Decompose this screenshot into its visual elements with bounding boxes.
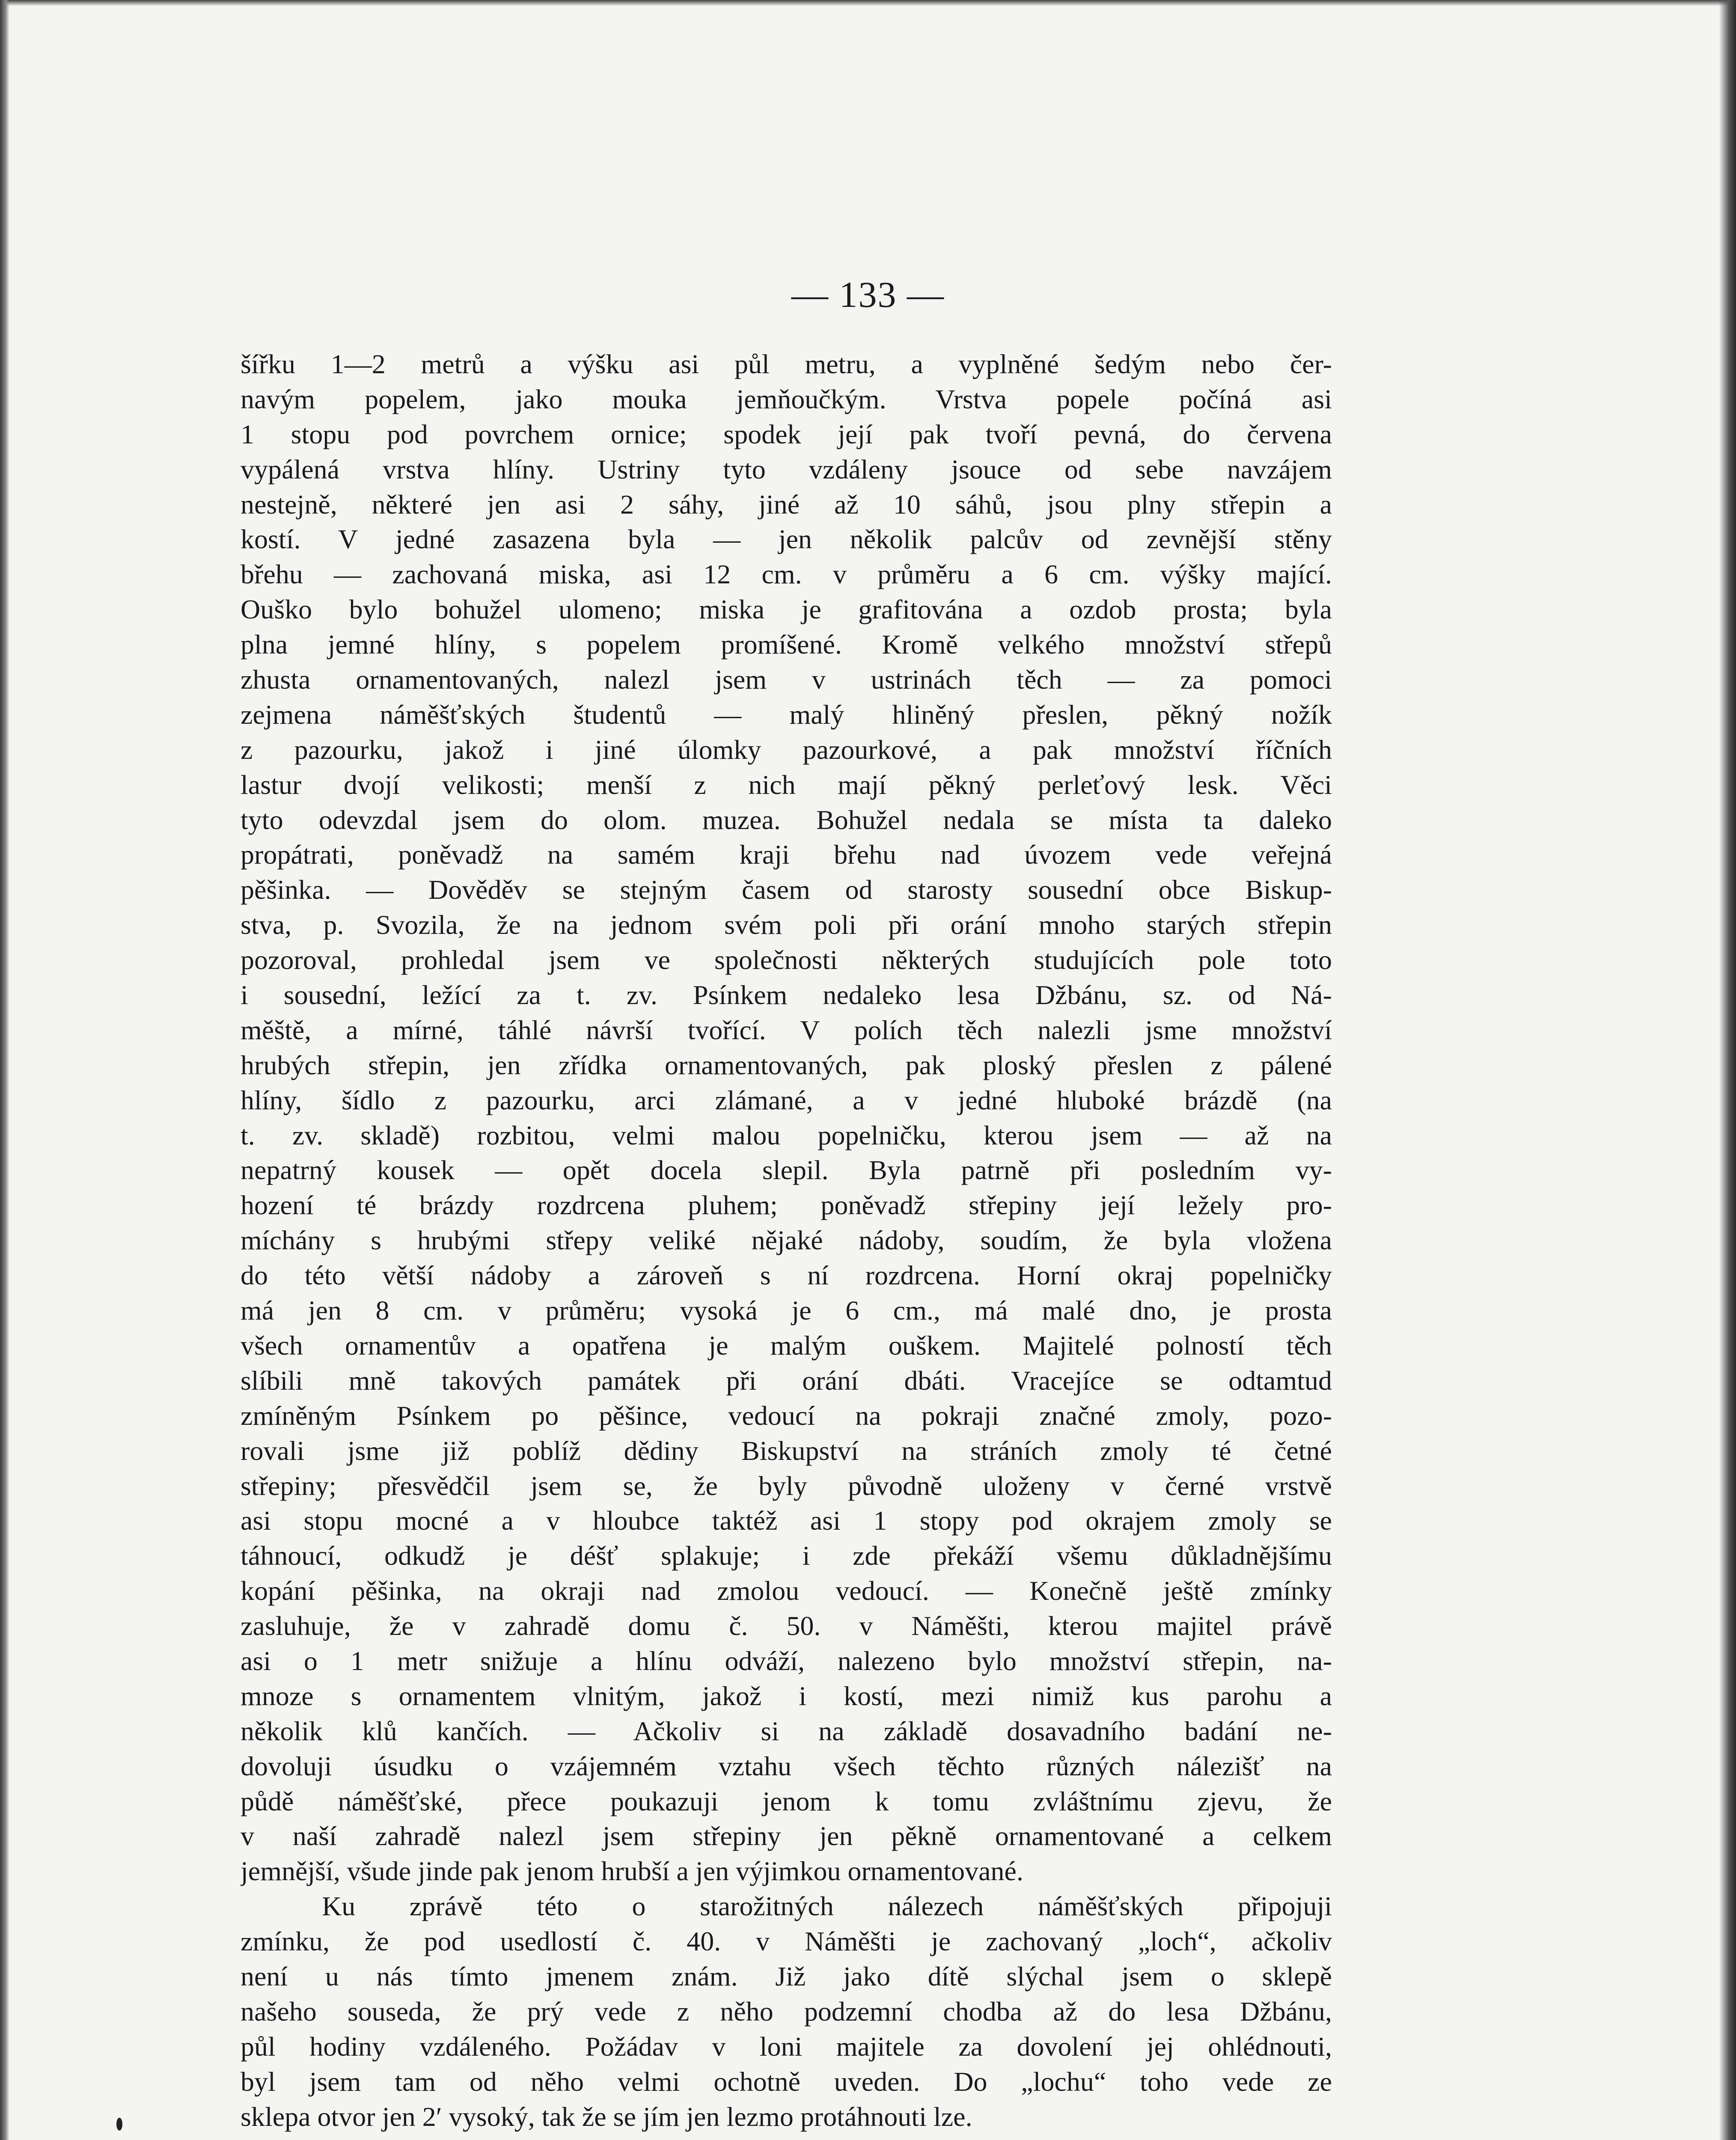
- text-line: břehu — zachovaná miska, asi 12 cm. v průměru a 6 cm. výšky mající.: [241, 559, 1332, 590]
- text-line: všech ornamentův a opatřena je malým ouškem. Majitelé polností těch: [241, 1330, 1332, 1361]
- scan-edge-top: [0, 0, 1736, 6]
- text-line: míchány s hrubými střepy veliké nějaké nádoby, soudím, že byla vložena: [241, 1225, 1332, 1256]
- text-line: mnoze s ornamentem vlnitým, jakož i kostí, mezi nimiž kus parohu a: [241, 1680, 1332, 1711]
- text-line: lastur dvojí velikosti; menší z nich mají pěkný perleťový lesk. Věci: [241, 769, 1332, 800]
- text-line: Ouško bylo bohužel ulomeno; miska je grafitována a ozdob prosta; byla: [241, 594, 1332, 625]
- text-line: dovoluji úsudku o vzájemném vztahu všech těchto různých nálezišť na: [241, 1751, 1332, 1781]
- text-line: zhusta ornamentovaných, nalezl jsem v ustrinách těch — za pomoci: [241, 664, 1332, 695]
- text-line: do této větší nádoby a zároveň s ní rozdrcena. Horní okraj popelničky: [241, 1260, 1332, 1291]
- text-line: táhnoucí, odkudž je déšť splakuje; i zde překáží všemu důkladnějšímu: [241, 1540, 1332, 1571]
- text-line: t. zv. skladě) rozbitou, velmi malou popelničku, kterou jsem — až na: [241, 1120, 1332, 1150]
- text-line: stva, p. Svozila, že na jednom svém poli při orání mnoho starých střepin: [241, 910, 1332, 940]
- text-line: nestejně, některé jen asi 2 sáhy, jiné až 10 sáhů, jsou plny střepin a: [241, 489, 1332, 520]
- text-line: nepatrný kousek — opět docela slepil. Byla patrně při posledním vy-: [241, 1155, 1332, 1186]
- text-line: hlíny, šídlo z pazourku, arci zlámané, a v jedné hluboké brázdě (na: [241, 1085, 1332, 1115]
- text-line: zmíněným Psínkem po pěšince, vedoucí na pokraji značné zmoly, pozo-: [241, 1400, 1332, 1431]
- text-line: zejmena náměšťských študentů — malý hliněný přeslen, pěkný nožík: [241, 699, 1332, 730]
- text-line: jemnější, všude jinde pak jenom hrubší a jen výjimkou ornamentované.: [241, 1856, 1023, 1887]
- text-line: několik klů kančích. — Ačkoliv si na základě dosavadního badání ne-: [241, 1715, 1332, 1746]
- text-line: rovali jsme již poblíž dědiny Biskupství na stráních zmoly té četné: [241, 1435, 1332, 1466]
- ink-speck: [116, 2118, 122, 2131]
- text-line: měště, a mírné, táhlé návrší tvořící. V polích těch nalezli jsme množství: [241, 1014, 1332, 1045]
- text-line: v naší zahradě nalezl jsem střepiny jen pěkně ornamentované a celkem: [241, 1821, 1332, 1852]
- text-line: má jen 8 cm. v průměru; vysoká je 6 cm., má malé dno, je prosta: [241, 1295, 1332, 1326]
- text-line: sklepa otvor jen 2′ vysoký, tak že se jím jen lezmo protáhnouti lze.: [241, 2101, 972, 2132]
- text-line: šířku 1—2 metrů a výšku asi půl metru, a vyplněné šedým nebo čer-: [241, 349, 1332, 379]
- text-line: z pazourku, jakož i jiné úlomky pazourkové, a pak množství říčních: [241, 734, 1332, 765]
- text-line: slíbili mně takových památek při orání dbáti. Vracejíce se odtamtud: [241, 1365, 1332, 1396]
- text-line: 1 stopu pod povrchem ornice; spodek její pak tvoří pevná, do červena: [241, 419, 1332, 449]
- text-line: byl jsem tam od něho velmi ochotně uveden. Do „lochu“ toho vede ze: [241, 2066, 1332, 2097]
- text-line: i sousední, ležící za t. zv. Psínkem nedaleko lesa Džbánu, sz. od Ná-: [241, 980, 1332, 1011]
- text-line: propátrati, poněvadž na samém kraji břehu nad úvozem vede veřejná: [241, 839, 1332, 870]
- text-line: střepiny; přesvědčil jsem se, že byly původně uloženy v černé vrstvě: [241, 1470, 1332, 1501]
- text-line: kostí. V jedné zasazena byla — jen několik palcův od zevnější stěny: [241, 524, 1332, 555]
- scan-edge-right: [1719, 0, 1736, 2140]
- text-line: hození té brázdy rozdrcena pluhem; poněvadž střepiny její ležely pro-: [241, 1190, 1332, 1221]
- text-line: Ku zprávě této o starožitných nálezech náměšťských připojuji: [322, 1891, 1332, 1922]
- page-number: — 133 —: [791, 274, 945, 315]
- body-text: [241, 347, 1332, 2134]
- text-line: není u nás tímto jmenem znám. Již jako dítě slýchal jsem o sklepě: [241, 1961, 1332, 1991]
- text-line: hrubých střepin, jen zřídka ornamentovaných, pak ploský přeslen z pálené: [241, 1049, 1332, 1080]
- text-line: zasluhuje, že v zahradě domu č. 50. v Náměšti, kterou majitel právě: [241, 1611, 1332, 1641]
- text-line: kopání pěšinka, na okraji nad zmolou vedoucí. — Konečně ještě zmínky: [241, 1575, 1332, 1606]
- text-line: zmínku, že pod usedlostí č. 40. v Náměšti je zachovaný „loch“, ačkoliv: [241, 1926, 1332, 1957]
- text-line: asi stopu mocné a v hloubce taktéž asi 1 stopy pod okrajem zmoly se: [241, 1505, 1332, 1536]
- text-line: půdě náměšťské, přece poukazuji jenom k tomu zvláštnímu zjevu, že: [241, 1786, 1332, 1816]
- text-line: pěšinka. — Dověděv se stejným časem od starosty sousední obce Biskup-: [241, 874, 1332, 905]
- scan-edge-left: [0, 0, 9, 2140]
- text-line: pozoroval, prohledal jsem ve společnosti některých studujících pole toto: [241, 945, 1332, 975]
- paragraph: [241, 347, 1332, 1889]
- text-line: asi o 1 metr snižuje a hlínu odváží, nalezeno bylo množství střepin, na-: [241, 1645, 1332, 1676]
- paragraph: [241, 1889, 1332, 2134]
- text-line: plna jemné hlíny, s popelem promíšené. Kromě velkého množství střepů: [241, 629, 1332, 660]
- text-line: tyto odevzdal jsem do olom. muzea. Bohužel nedala se místa ta daleko: [241, 804, 1332, 835]
- text-line: vypálená vrstva hlíny. Ustriny tyto vzdáleny jsouce od sebe navzájem: [241, 454, 1332, 484]
- text-line: navým popelem, jako mouka jemňoučkým. Vrstva popele počíná asi: [241, 383, 1332, 414]
- text-line: našeho souseda, že prý vede z něho podzemní chodba až do lesa Džbánu,: [241, 1996, 1332, 2027]
- text-line: půl hodiny vzdáleného. Požádav v loni majitele za dovolení jej ohlédnouti,: [241, 2031, 1332, 2062]
